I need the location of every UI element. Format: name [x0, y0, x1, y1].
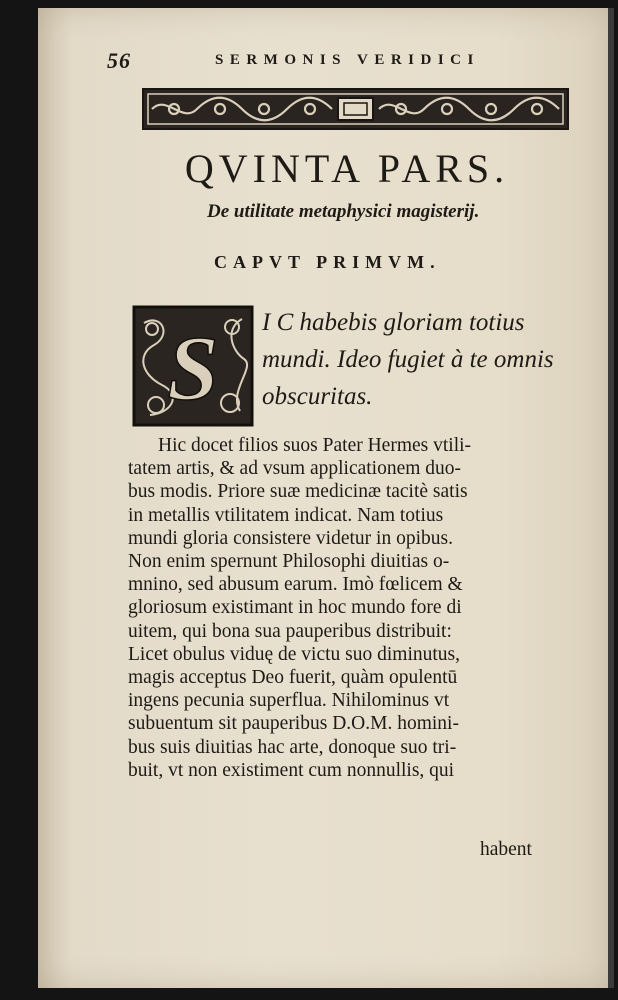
- svg-text:S: S: [167, 317, 219, 419]
- chapter-heading: CAPVT PRIMVM.: [214, 252, 441, 272]
- text-line: mundi gloria consistere videtur in opibus.: [128, 527, 453, 549]
- text-line: gloriosum existimant in hoc mundo fore di: [128, 597, 462, 619]
- text-line: Hic docet filios suos Pater Hermes vtili-: [158, 435, 472, 456]
- text-line: magis acceptus Deo fuerit, quàm opulentū: [128, 667, 458, 689]
- text-line: in metallis vtilitatem indicat. Nam totius: [128, 504, 444, 526]
- section-subtitle: De utilitate metaphysici magisterij.: [207, 201, 480, 222]
- section-title-wrap: [0, 145, 618, 192]
- lead-text: [262, 304, 568, 415]
- text-line: ingens pecunia superflua. Nihilominus vt: [128, 690, 450, 712]
- lead-line: mundi. Ideo fugiet à te omnis: [262, 346, 554, 373]
- section-title: QVINTA PARS.: [184, 146, 510, 191]
- running-title: SERMONIS VERIDICI: [215, 52, 480, 68]
- text-line: bus suis diuitias hac arte, donoque suo tri-: [128, 736, 457, 758]
- text-line: subuentum sit pauperibus D.O.M. homini-: [128, 713, 459, 735]
- text-line: bus modis. Priore suæ medicinæ tacitè satis: [128, 481, 468, 503]
- text-line: uitem, qui bona sua pauperibus distribuit:: [128, 620, 452, 642]
- text-line: Non enim spernunt Philosophi diuitias o-: [128, 551, 450, 573]
- text-line: tatem artis, & ad vsum applicationem duo-: [128, 458, 462, 480]
- text-line: Licet obulus viduę de victu suo diminutus,: [128, 643, 461, 665]
- body-text: [128, 434, 574, 782]
- floral-band-ornament: [142, 88, 569, 130]
- decorated-initial-s: [132, 305, 254, 427]
- lead-line: I C habebis gloriam totius: [262, 309, 525, 336]
- running-head: [107, 48, 567, 74]
- lead-line: obscuritas.: [262, 383, 373, 410]
- catchword: habent: [480, 839, 532, 860]
- page-number: 56: [107, 48, 131, 73]
- text-line: mnino, sed abusum earum. Imò fœlicem &: [128, 574, 463, 596]
- text-line: buit, vt non existiment cum nonnullis, qui: [128, 759, 455, 781]
